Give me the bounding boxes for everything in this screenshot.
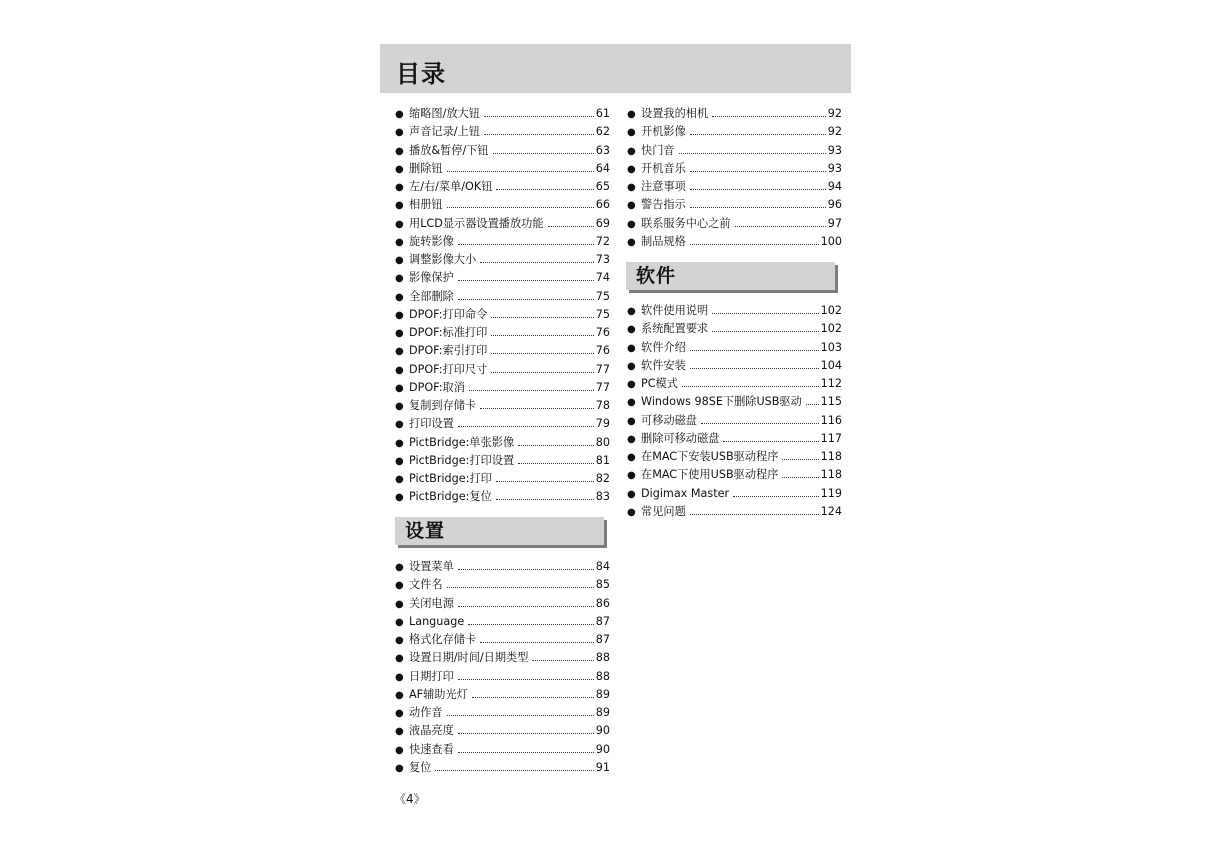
bullet-icon: ● (627, 433, 636, 445)
dot-leader (458, 280, 594, 281)
toc-entry-label: PictBridge:打印 (409, 472, 492, 485)
bullet-icon: ● (395, 218, 404, 230)
bullet-icon: ● (627, 163, 636, 175)
toc-entry-label: 开机音乐 (641, 161, 686, 175)
dot-leader (679, 153, 826, 154)
toc-entry-label: 设置菜单 (409, 560, 454, 573)
toc-entry (627, 320, 842, 338)
toc-entry-label: PC模式 (641, 377, 678, 390)
section-header-settings (395, 517, 604, 545)
toc-entry-label: 在MAC下使用USB驱动程序 (641, 468, 779, 482)
toc-entry-page: 76 (595, 326, 610, 339)
page-header (380, 44, 851, 93)
dot-leader (690, 244, 819, 245)
bullet-icon: ● (395, 109, 404, 120)
bullet-icon: ● (627, 379, 636, 390)
toc-entry-label: 制品规格 (641, 234, 686, 248)
toc-entry-page: 115 (820, 395, 842, 409)
toc-entry-label: 文件名 (409, 578, 443, 592)
toc-entry-label: 关闭电源 (409, 596, 454, 610)
bullet-icon: ● (395, 671, 404, 683)
dot-leader (782, 459, 818, 460)
toc-entry-page: 72 (595, 234, 610, 248)
toc-entry-label: Windows 98SE下删除USB驱动 (641, 395, 802, 409)
bullet-icon: ● (627, 342, 636, 354)
toc-entry-label: 删除钮 (409, 161, 443, 175)
toc-entry-label: DPOF:打印尺寸 (409, 362, 488, 376)
toc-entry (395, 379, 610, 397)
toc-entry-page: 74 (595, 271, 610, 285)
dot-leader (447, 715, 594, 716)
toc-entry-label: 警告指示 (641, 198, 686, 212)
dot-leader (458, 244, 594, 245)
dot-leader (458, 679, 594, 680)
bullet-icon: ● (627, 452, 636, 463)
bullet-icon: ● (395, 346, 404, 358)
dot-leader (480, 262, 594, 263)
bullet-icon: ● (627, 200, 636, 212)
toc-entry (395, 361, 610, 379)
toc-entry (395, 215, 610, 233)
toc-entry-label: 设置我的相机 (641, 107, 709, 120)
toc-entry (627, 448, 842, 466)
toc-entry-label: 声音记录/上钮 (409, 125, 480, 139)
toc-entry-page: 90 (595, 724, 610, 738)
toc-entry (627, 430, 842, 448)
bullet-icon: ● (395, 163, 404, 175)
toc-entry-label: 快速查看 (409, 742, 454, 756)
toc-entry (395, 741, 610, 759)
bullet-icon: ● (395, 200, 404, 212)
toc-entry-label: 调整影像大小 (409, 253, 477, 266)
toc-entry (627, 123, 842, 141)
toc-entry (395, 123, 610, 141)
dot-leader (468, 624, 594, 625)
toc-entry-page: 103 (820, 340, 842, 354)
toc-entry (627, 215, 842, 233)
bullet-icon: ● (627, 324, 636, 336)
bullet-icon: ● (395, 744, 404, 756)
toc-entry-page: 87 (595, 633, 610, 646)
dot-leader (458, 299, 594, 300)
bullet-icon: ● (395, 437, 404, 449)
toc-entry-page: 62 (595, 125, 610, 139)
toc-entry (395, 668, 610, 686)
toc-entry-page: 64 (595, 161, 610, 175)
toc-entry (395, 631, 610, 649)
bullet-icon: ● (395, 492, 404, 504)
dot-leader (447, 207, 594, 208)
bullet-icon: ● (395, 401, 404, 412)
bullet-icon: ● (395, 598, 404, 610)
toc-entry-label: DPOF:打印命令 (409, 307, 488, 321)
toc-entry-label: 相册钮 (409, 198, 443, 212)
toc-entry-label: Language (409, 614, 465, 628)
dot-leader (782, 477, 818, 478)
toc-entry-label: 格式化存储卡 (409, 633, 477, 646)
toc-entry (627, 393, 842, 411)
toc-entry-page: 102 (820, 322, 842, 336)
toc-entry (627, 466, 842, 484)
toc-entry-page: 116 (820, 413, 842, 427)
toc-entry (627, 105, 842, 123)
toc-entry-label: 日期打印 (409, 669, 454, 683)
dot-leader (733, 496, 819, 497)
dot-leader (518, 445, 594, 446)
toc-entry-label: 软件安装 (641, 358, 686, 372)
dot-leader (532, 660, 593, 661)
toc-entry-label: 软件介绍 (641, 340, 686, 354)
toc-list-software (627, 302, 842, 521)
dot-leader (690, 514, 819, 515)
bullet-icon: ● (395, 616, 404, 628)
toc-entry (395, 613, 610, 631)
dot-leader (518, 463, 594, 464)
dot-leader (458, 733, 594, 734)
toc-entry-page: 118 (820, 450, 842, 463)
toc-entry-label: 可移动磁盘 (641, 413, 697, 427)
toc-entry-label: AF辅助光灯 (409, 687, 468, 701)
toc-entry (395, 178, 610, 196)
toc-entry-label: 打印设置 (409, 417, 454, 431)
toc-entry-page: 102 (820, 304, 842, 317)
bullet-icon: ● (627, 360, 636, 372)
toc-entry (627, 302, 842, 320)
bullet-icon: ● (627, 506, 636, 518)
bullet-icon: ● (627, 397, 636, 409)
toc-entry (395, 306, 610, 324)
toc-entry (395, 269, 610, 287)
bullet-icon: ● (395, 127, 404, 139)
bullet-icon: ● (627, 145, 636, 157)
dot-leader (735, 226, 826, 227)
toc-entry-label: 复位 (409, 760, 432, 774)
dot-leader (480, 642, 594, 643)
bullet-icon: ● (395, 689, 404, 701)
toc-entry-page: 96 (827, 198, 842, 212)
bullet-icon: ● (395, 255, 404, 266)
toc-entry (395, 434, 610, 452)
section-title-settings: 设置 (405, 520, 446, 542)
toc-entry-label: 快门音 (641, 143, 675, 157)
dot-leader (496, 499, 594, 500)
toc-entry (395, 342, 610, 360)
toc-entry-page: 84 (595, 560, 610, 573)
dot-leader (484, 134, 594, 135)
dot-leader (701, 423, 819, 424)
bullet-icon: ● (395, 382, 404, 394)
toc-entry-page: 117 (820, 431, 842, 445)
bullet-icon: ● (395, 562, 404, 573)
toc-entry-page: 73 (595, 253, 610, 266)
dot-leader (690, 171, 826, 172)
toc-entry (627, 178, 842, 196)
toc-entry-label: Digimax Master (641, 486, 730, 500)
toc-entry-label: 用LCD显示器设置播放功能 (409, 216, 544, 230)
toc-entry-label: DPOF:取消 (409, 380, 465, 394)
dot-leader (458, 569, 594, 570)
toc-entry (395, 558, 610, 576)
toc-entry-page: 88 (595, 669, 610, 683)
bullet-icon: ● (395, 182, 404, 193)
toc-entry-page: 66 (595, 198, 610, 212)
toc-entry-label: 缩略图/放大钮 (409, 107, 480, 120)
toc-entry-page: 97 (827, 216, 842, 230)
toc-entry-page: 112 (820, 377, 842, 390)
toc-entry-page: 92 (827, 125, 842, 139)
toc-entry-label: 删除可移动磁盘 (641, 431, 720, 445)
toc-entry (395, 704, 610, 722)
dot-leader (690, 350, 819, 351)
toc-entry-page: 75 (595, 307, 610, 321)
toc-entry-page: 100 (820, 234, 842, 248)
section-title-software: 软件 (636, 265, 677, 287)
toc-entry (627, 160, 842, 178)
toc-entry-page: 82 (595, 472, 610, 485)
bullet-icon: ● (627, 488, 636, 500)
toc-list-camera (627, 105, 842, 251)
bullet-icon: ● (395, 726, 404, 738)
toc-entry (395, 576, 610, 594)
toc-entry-page: 83 (595, 490, 610, 504)
toc-entry-page: 94 (827, 180, 842, 193)
toc-entry-label: 复制到存储卡 (409, 399, 477, 412)
toc-entry (395, 397, 610, 415)
bullet-icon: ● (395, 236, 404, 248)
toc-entry-label: 旋转影像 (409, 234, 454, 248)
bullet-icon: ● (395, 653, 404, 665)
toc-entry-label: 常见问题 (641, 504, 686, 518)
toc-entry-label: 液晶亮度 (409, 724, 454, 738)
toc-entry (395, 251, 610, 269)
toc-entry-page: 81 (595, 453, 610, 467)
toc-entry-page: 119 (820, 486, 842, 500)
dot-leader (484, 116, 594, 117)
bullet-icon: ● (627, 127, 636, 139)
toc-entry-page: 88 (595, 651, 610, 665)
toc-entry-page: 124 (820, 504, 842, 518)
toc-entry-label: 在MAC下安装USB驱动程序 (641, 450, 779, 463)
dot-leader (690, 134, 826, 135)
page-number-footer: 《4》 (394, 792, 426, 806)
toc-entry (395, 470, 610, 488)
dot-leader (469, 390, 594, 391)
toc-entry-label: 注意事项 (641, 180, 686, 193)
toc-entry (395, 196, 610, 214)
bullet-icon: ● (627, 218, 636, 230)
dot-leader (491, 317, 593, 318)
toc-entry-page: 63 (595, 143, 610, 157)
toc-entry-label: 播放&暂停/下钮 (409, 143, 489, 157)
toc-entry-page: 89 (595, 687, 610, 701)
toc-entry-label: 开机影像 (641, 125, 686, 139)
section-header-software (626, 262, 835, 290)
dot-leader (690, 207, 826, 208)
bullet-icon: ● (395, 273, 404, 285)
toc-entry (395, 488, 610, 506)
toc-entry (395, 722, 610, 740)
toc-entry-label: DPOF:标准打印 (409, 326, 488, 339)
bullet-icon: ● (627, 236, 636, 248)
bullet-icon: ● (395, 291, 404, 303)
dot-leader (480, 408, 594, 409)
toc-entry-page: 77 (595, 362, 610, 376)
toc-entry-page: 90 (595, 742, 610, 756)
toc-entry-label: 软件使用说明 (641, 304, 709, 317)
toc-entry (627, 503, 842, 521)
toc-entry-label: 动作音 (409, 706, 443, 719)
toc-entry-page: 118 (820, 468, 842, 482)
bullet-icon: ● (395, 708, 404, 719)
dot-leader (447, 587, 594, 588)
toc-entry (627, 233, 842, 251)
toc-entry-page: 91 (595, 760, 610, 774)
toc-entry-page: 69 (595, 216, 610, 230)
bullet-icon: ● (395, 145, 404, 157)
bullet-icon: ● (627, 470, 636, 482)
toc-entry-label: 联系服务中心之前 (641, 216, 731, 230)
toc-entry-page: 86 (595, 596, 610, 610)
toc-entry-label: 影像保护 (409, 271, 454, 285)
dot-leader (496, 481, 594, 482)
toc-entry-page: 78 (595, 399, 610, 412)
toc-entry (395, 452, 610, 470)
dot-leader (458, 426, 594, 427)
toc-entry-page: 80 (595, 435, 610, 449)
bullet-icon: ● (395, 580, 404, 592)
toc-entry-page: 92 (827, 107, 842, 120)
toc-entry-label: PictBridge:打印设置 (409, 453, 515, 467)
bullet-icon: ● (395, 455, 404, 467)
toc-entry (395, 288, 610, 306)
dot-leader (435, 770, 593, 771)
toc-entry-page: 61 (595, 107, 610, 120)
dot-leader (806, 404, 819, 405)
toc-entry (395, 105, 610, 123)
dot-leader (458, 752, 594, 753)
toc-entry-label: 系统配置要求 (641, 322, 709, 336)
toc-entry-label: 左/右/菜单/OK钮 (409, 180, 493, 193)
bullet-icon: ● (395, 762, 404, 774)
toc-entry-page: 85 (595, 578, 610, 592)
toc-entry-page: 104 (820, 358, 842, 372)
toc-entry-page: 93 (827, 161, 842, 175)
toc-entry-label: PictBridge:单张影像 (409, 435, 515, 449)
dot-leader (447, 171, 594, 172)
toc-entry (395, 233, 610, 251)
toc-entry (395, 595, 610, 613)
toc-entry (395, 686, 610, 704)
toc-entry-label: 全部删除 (409, 289, 454, 303)
bullet-icon: ● (395, 328, 404, 339)
toc-entry-page: 79 (595, 417, 610, 431)
bullet-icon: ● (395, 309, 404, 321)
toc-entry (627, 196, 842, 214)
dot-leader (472, 697, 594, 698)
toc-entry (627, 357, 842, 375)
dot-leader (690, 189, 826, 190)
dot-leader (690, 368, 819, 369)
dot-leader (712, 116, 826, 117)
dot-leader (682, 386, 819, 387)
toc-entry (395, 142, 610, 160)
toc-entry (395, 759, 610, 777)
toc-entry (627, 412, 842, 430)
dot-leader (493, 153, 594, 154)
toc-entry-page: 77 (595, 380, 610, 394)
toc-entry-page: 93 (827, 143, 842, 157)
dot-leader (491, 353, 593, 354)
dot-leader (491, 335, 593, 336)
toc-entry-label: DPOF:索引打印 (409, 344, 488, 358)
toc-entry-page: 75 (595, 289, 610, 303)
bullet-icon: ● (627, 306, 636, 317)
bullet-icon: ● (627, 109, 636, 120)
toc-entry (627, 485, 842, 503)
toc-entry-page: 76 (595, 344, 610, 358)
bullet-icon: ● (395, 419, 404, 431)
bullet-icon: ● (395, 635, 404, 646)
page-title: 目录 (396, 60, 446, 88)
toc-entry-page: 89 (595, 706, 610, 719)
toc-entry-label: PictBridge:复位 (409, 490, 492, 504)
toc-list-settings (395, 558, 610, 777)
toc-entry-page: 87 (595, 614, 610, 628)
toc-entry (395, 324, 610, 342)
toc-entry (627, 339, 842, 357)
toc-entry (627, 142, 842, 160)
toc-entry-label: 设置日期/时间/日期类型 (409, 651, 529, 665)
bullet-icon: ● (627, 415, 636, 427)
dot-leader (548, 226, 594, 227)
toc-entry (395, 649, 610, 667)
dot-leader (723, 441, 818, 442)
dot-leader (491, 372, 593, 373)
toc-entry (395, 160, 610, 178)
toc-entry-page: 65 (595, 180, 610, 193)
bullet-icon: ● (395, 474, 404, 485)
dot-leader (496, 189, 593, 190)
toc-entry (395, 415, 610, 433)
toc-list-playback (395, 105, 610, 507)
dot-leader (712, 313, 819, 314)
bullet-icon: ● (395, 364, 404, 376)
dot-leader (712, 331, 819, 332)
dot-leader (458, 606, 594, 607)
toc-entry (627, 375, 842, 393)
bullet-icon: ● (627, 182, 636, 193)
